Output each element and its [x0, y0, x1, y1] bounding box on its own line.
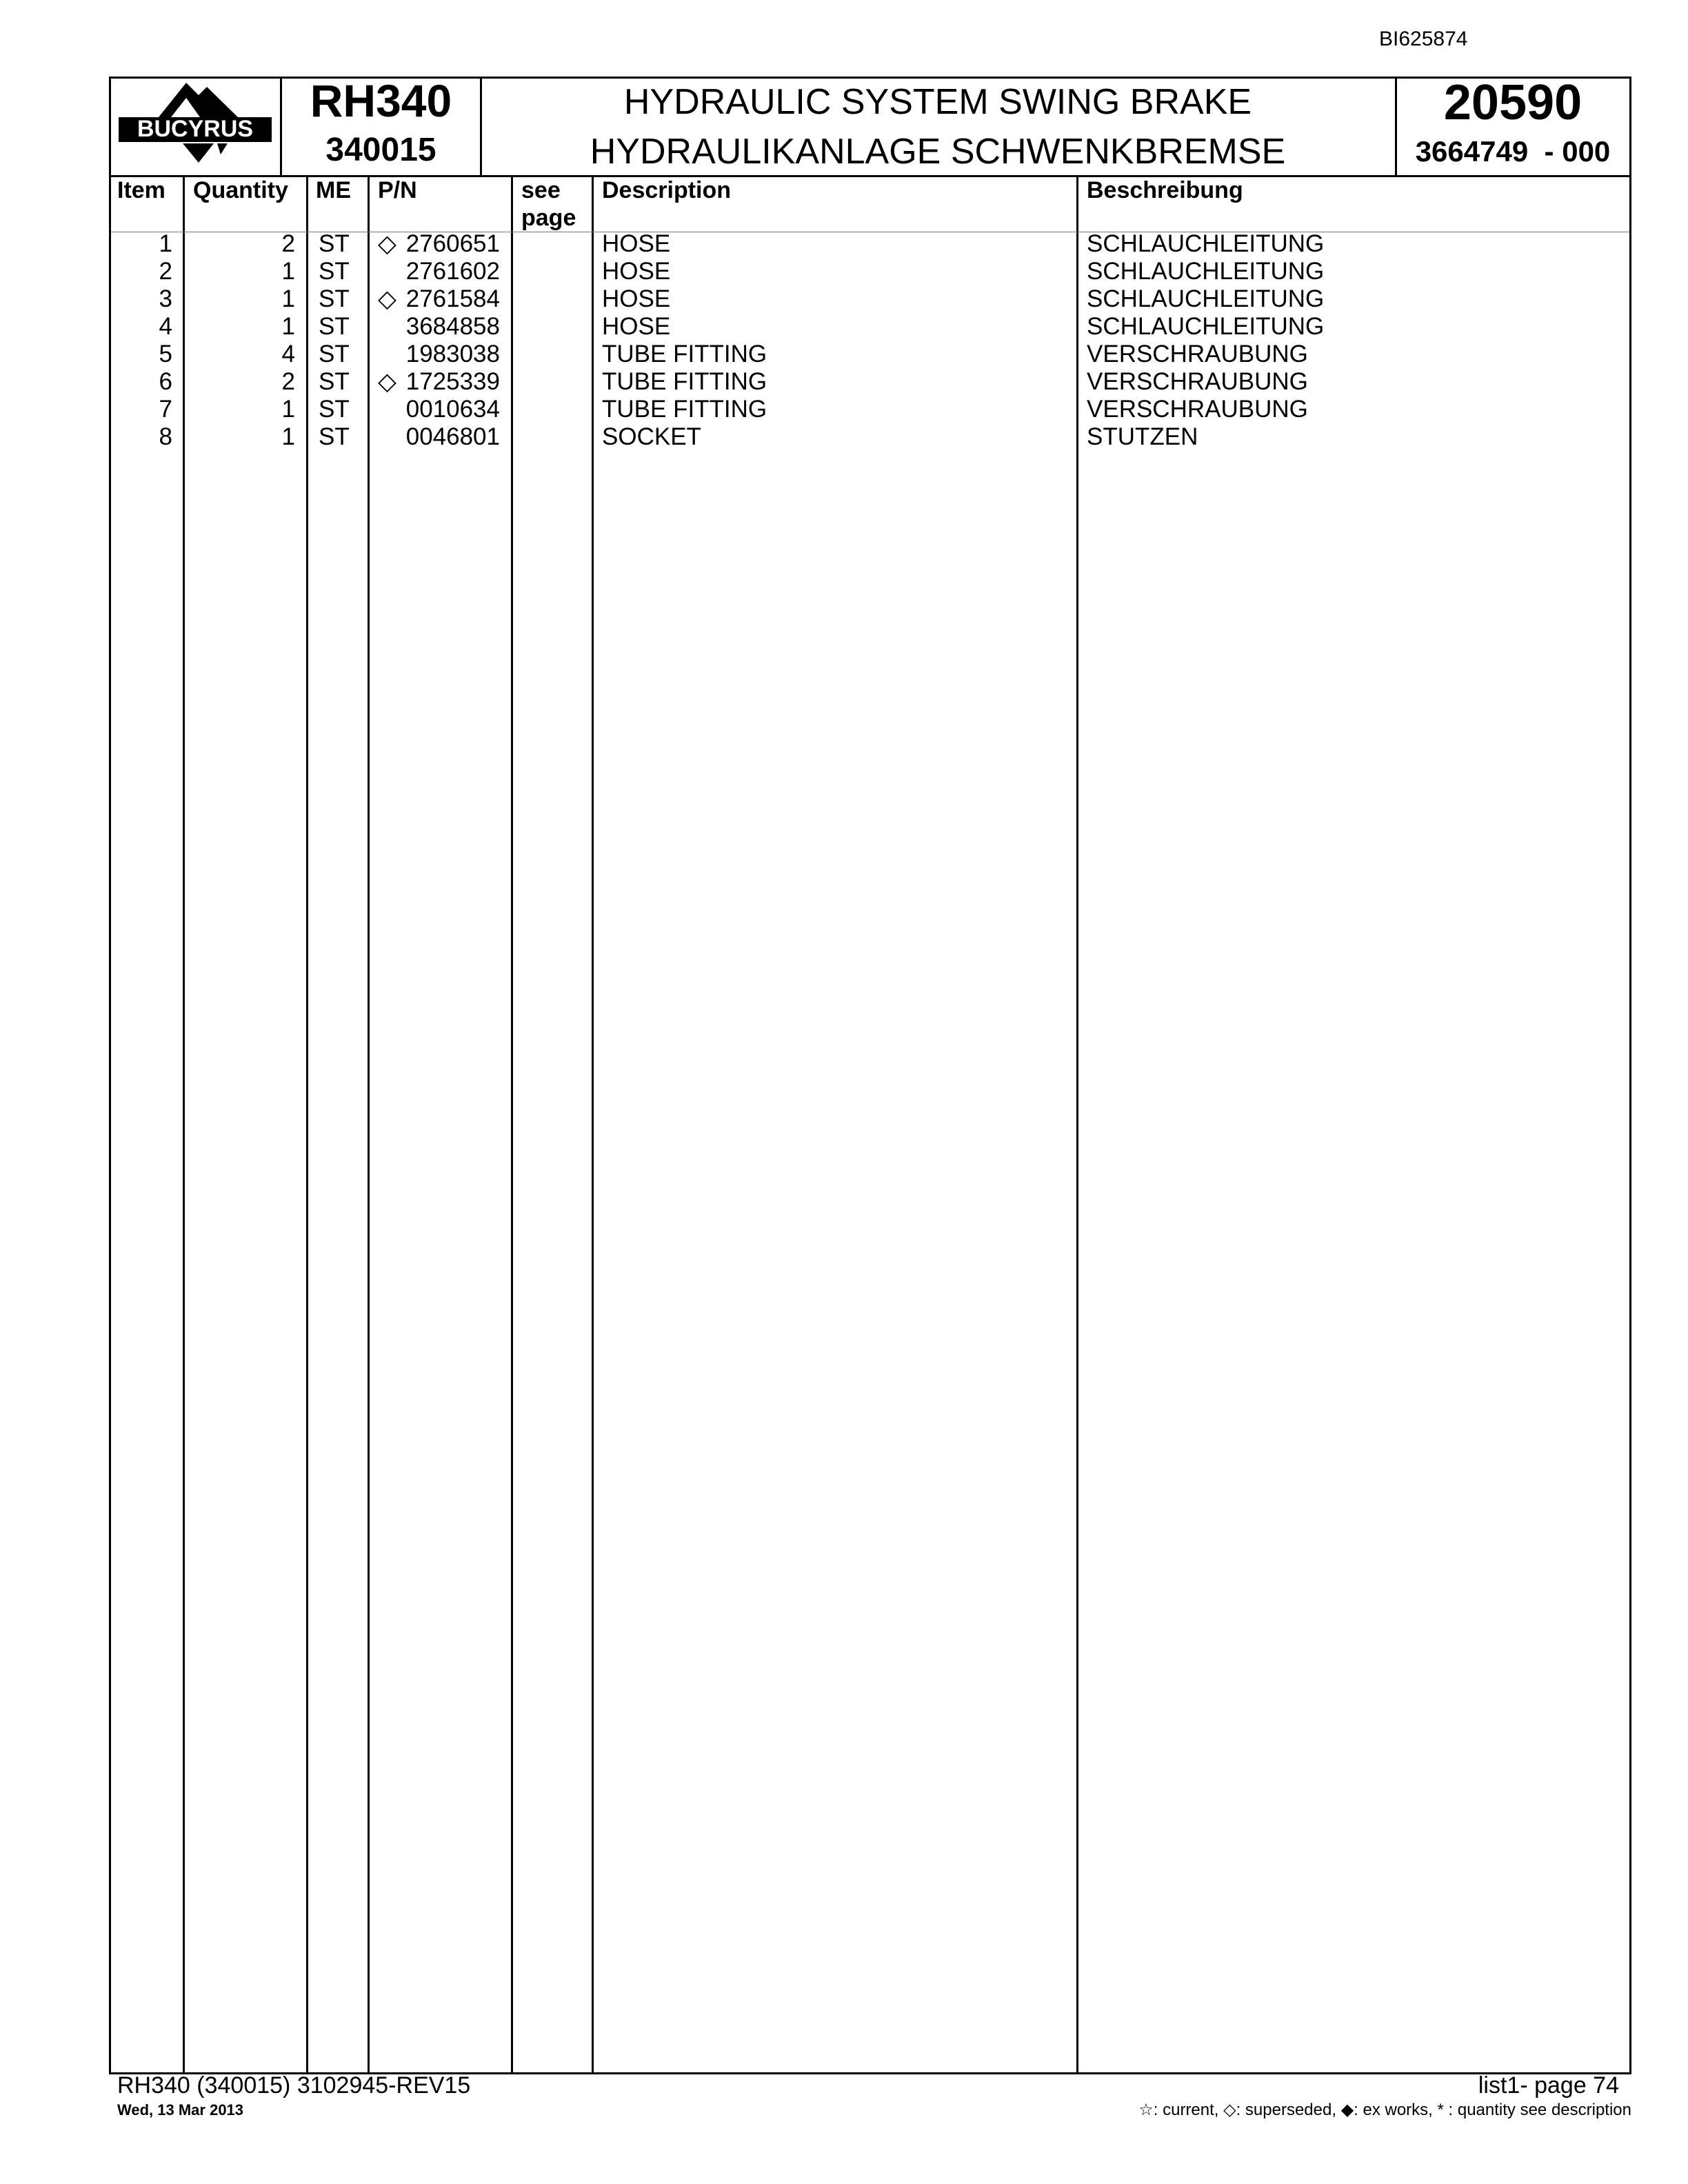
row-item: 7 [159, 396, 172, 423]
row-item: 4 [159, 313, 172, 340]
row-me: ST [319, 341, 350, 367]
col-header-page: page [521, 205, 576, 231]
row-description: HOSE [602, 258, 671, 285]
row-pn: 2760651 [405, 230, 500, 257]
row-item: 3 [159, 285, 172, 312]
row-beschreibung: VERSCHRAUBUNG [1087, 368, 1308, 395]
model-number: RH340 [310, 75, 452, 126]
row-description: HOSE [602, 313, 671, 340]
col-header-see: see [521, 177, 561, 203]
row-beschreibung: SCHLAUCHLEITUNG [1087, 285, 1325, 312]
row-pn: 2761602 [405, 258, 500, 285]
row-description: TUBE FITTING [602, 396, 767, 423]
row-description: HOSE [602, 285, 671, 312]
row-beschreibung: VERSCHRAUBUNG [1087, 396, 1308, 423]
col-header-beschreibung: Beschreibung [1087, 177, 1243, 203]
superseded-icon: ◇ [378, 368, 396, 395]
row-quantity: 1 [281, 396, 295, 423]
row-quantity: 4 [281, 341, 295, 367]
col-header-quantity: Quantity [193, 177, 288, 203]
row-quantity: 1 [281, 258, 295, 285]
document-id: BI625874 [1379, 28, 1468, 50]
title-german: HYDRAULIKANLAGE SCHWENKBREMSE [590, 132, 1286, 172]
serial-number: 340015 [325, 132, 436, 168]
row-me: ST [319, 396, 350, 423]
bucyrus-logo [117, 77, 276, 174]
row-beschreibung: SCHLAUCHLEITUNG [1087, 313, 1325, 340]
row-quantity: 2 [281, 368, 295, 395]
superseded-icon: ◇ [378, 285, 396, 312]
row-pn: 2761584 [405, 285, 500, 312]
footer-date: Wed, 13 Mar 2013 [117, 2101, 244, 2119]
row-beschreibung: SCHLAUCHLEITUNG [1087, 258, 1325, 285]
row-quantity: 1 [281, 313, 295, 340]
superseded-icon: ◇ [378, 230, 396, 257]
footer-reference: RH340 (340015) 3102945-REV15 [117, 2072, 471, 2099]
row-description: HOSE [602, 230, 671, 257]
row-item: 6 [159, 368, 172, 395]
row-item: 8 [159, 423, 172, 450]
row-pn: 3684858 [405, 313, 500, 340]
row-quantity: 1 [281, 423, 295, 450]
row-pn: 1725339 [405, 368, 500, 395]
group-number: 20590 [1443, 75, 1582, 130]
page-number: list1- page 74 [1478, 2072, 1619, 2099]
col-header-pn: P/N [378, 177, 417, 203]
col-header-me: ME [316, 177, 351, 203]
row-quantity: 2 [281, 230, 295, 257]
row-pn: 0046801 [405, 423, 500, 450]
row-description: TUBE FITTING [602, 368, 767, 395]
row-me: ST [319, 423, 350, 450]
row-quantity: 1 [281, 285, 295, 312]
title-english: HYDRAULIC SYSTEM SWING BRAKE [623, 82, 1252, 122]
row-me: ST [319, 230, 350, 257]
row-beschreibung: STUTZEN [1087, 423, 1198, 450]
row-beschreibung: SCHLAUCHLEITUNG [1087, 230, 1325, 257]
row-beschreibung: VERSCHRAUBUNG [1087, 341, 1308, 367]
row-item: 2 [159, 258, 172, 285]
row-me: ST [319, 258, 350, 285]
row-me: ST [319, 285, 350, 312]
legend: ☆: current, ◇: superseded, ◆: ex works, * : quantity see description [1138, 2101, 1631, 2119]
row-description: TUBE FITTING [602, 341, 767, 367]
row-pn: 1983038 [405, 341, 500, 367]
row-item: 1 [159, 230, 172, 257]
group-subnumber: 3664749 - 000 [1415, 135, 1611, 168]
col-header-description: Description [602, 177, 732, 203]
row-me: ST [319, 313, 350, 340]
logo-text: BUCYRUS [137, 116, 254, 142]
row-item: 5 [159, 341, 172, 367]
row-pn: 0010634 [405, 396, 500, 423]
row-description: SOCKET [602, 423, 701, 450]
row-me: ST [319, 368, 350, 395]
col-header-item: Item [117, 177, 165, 203]
